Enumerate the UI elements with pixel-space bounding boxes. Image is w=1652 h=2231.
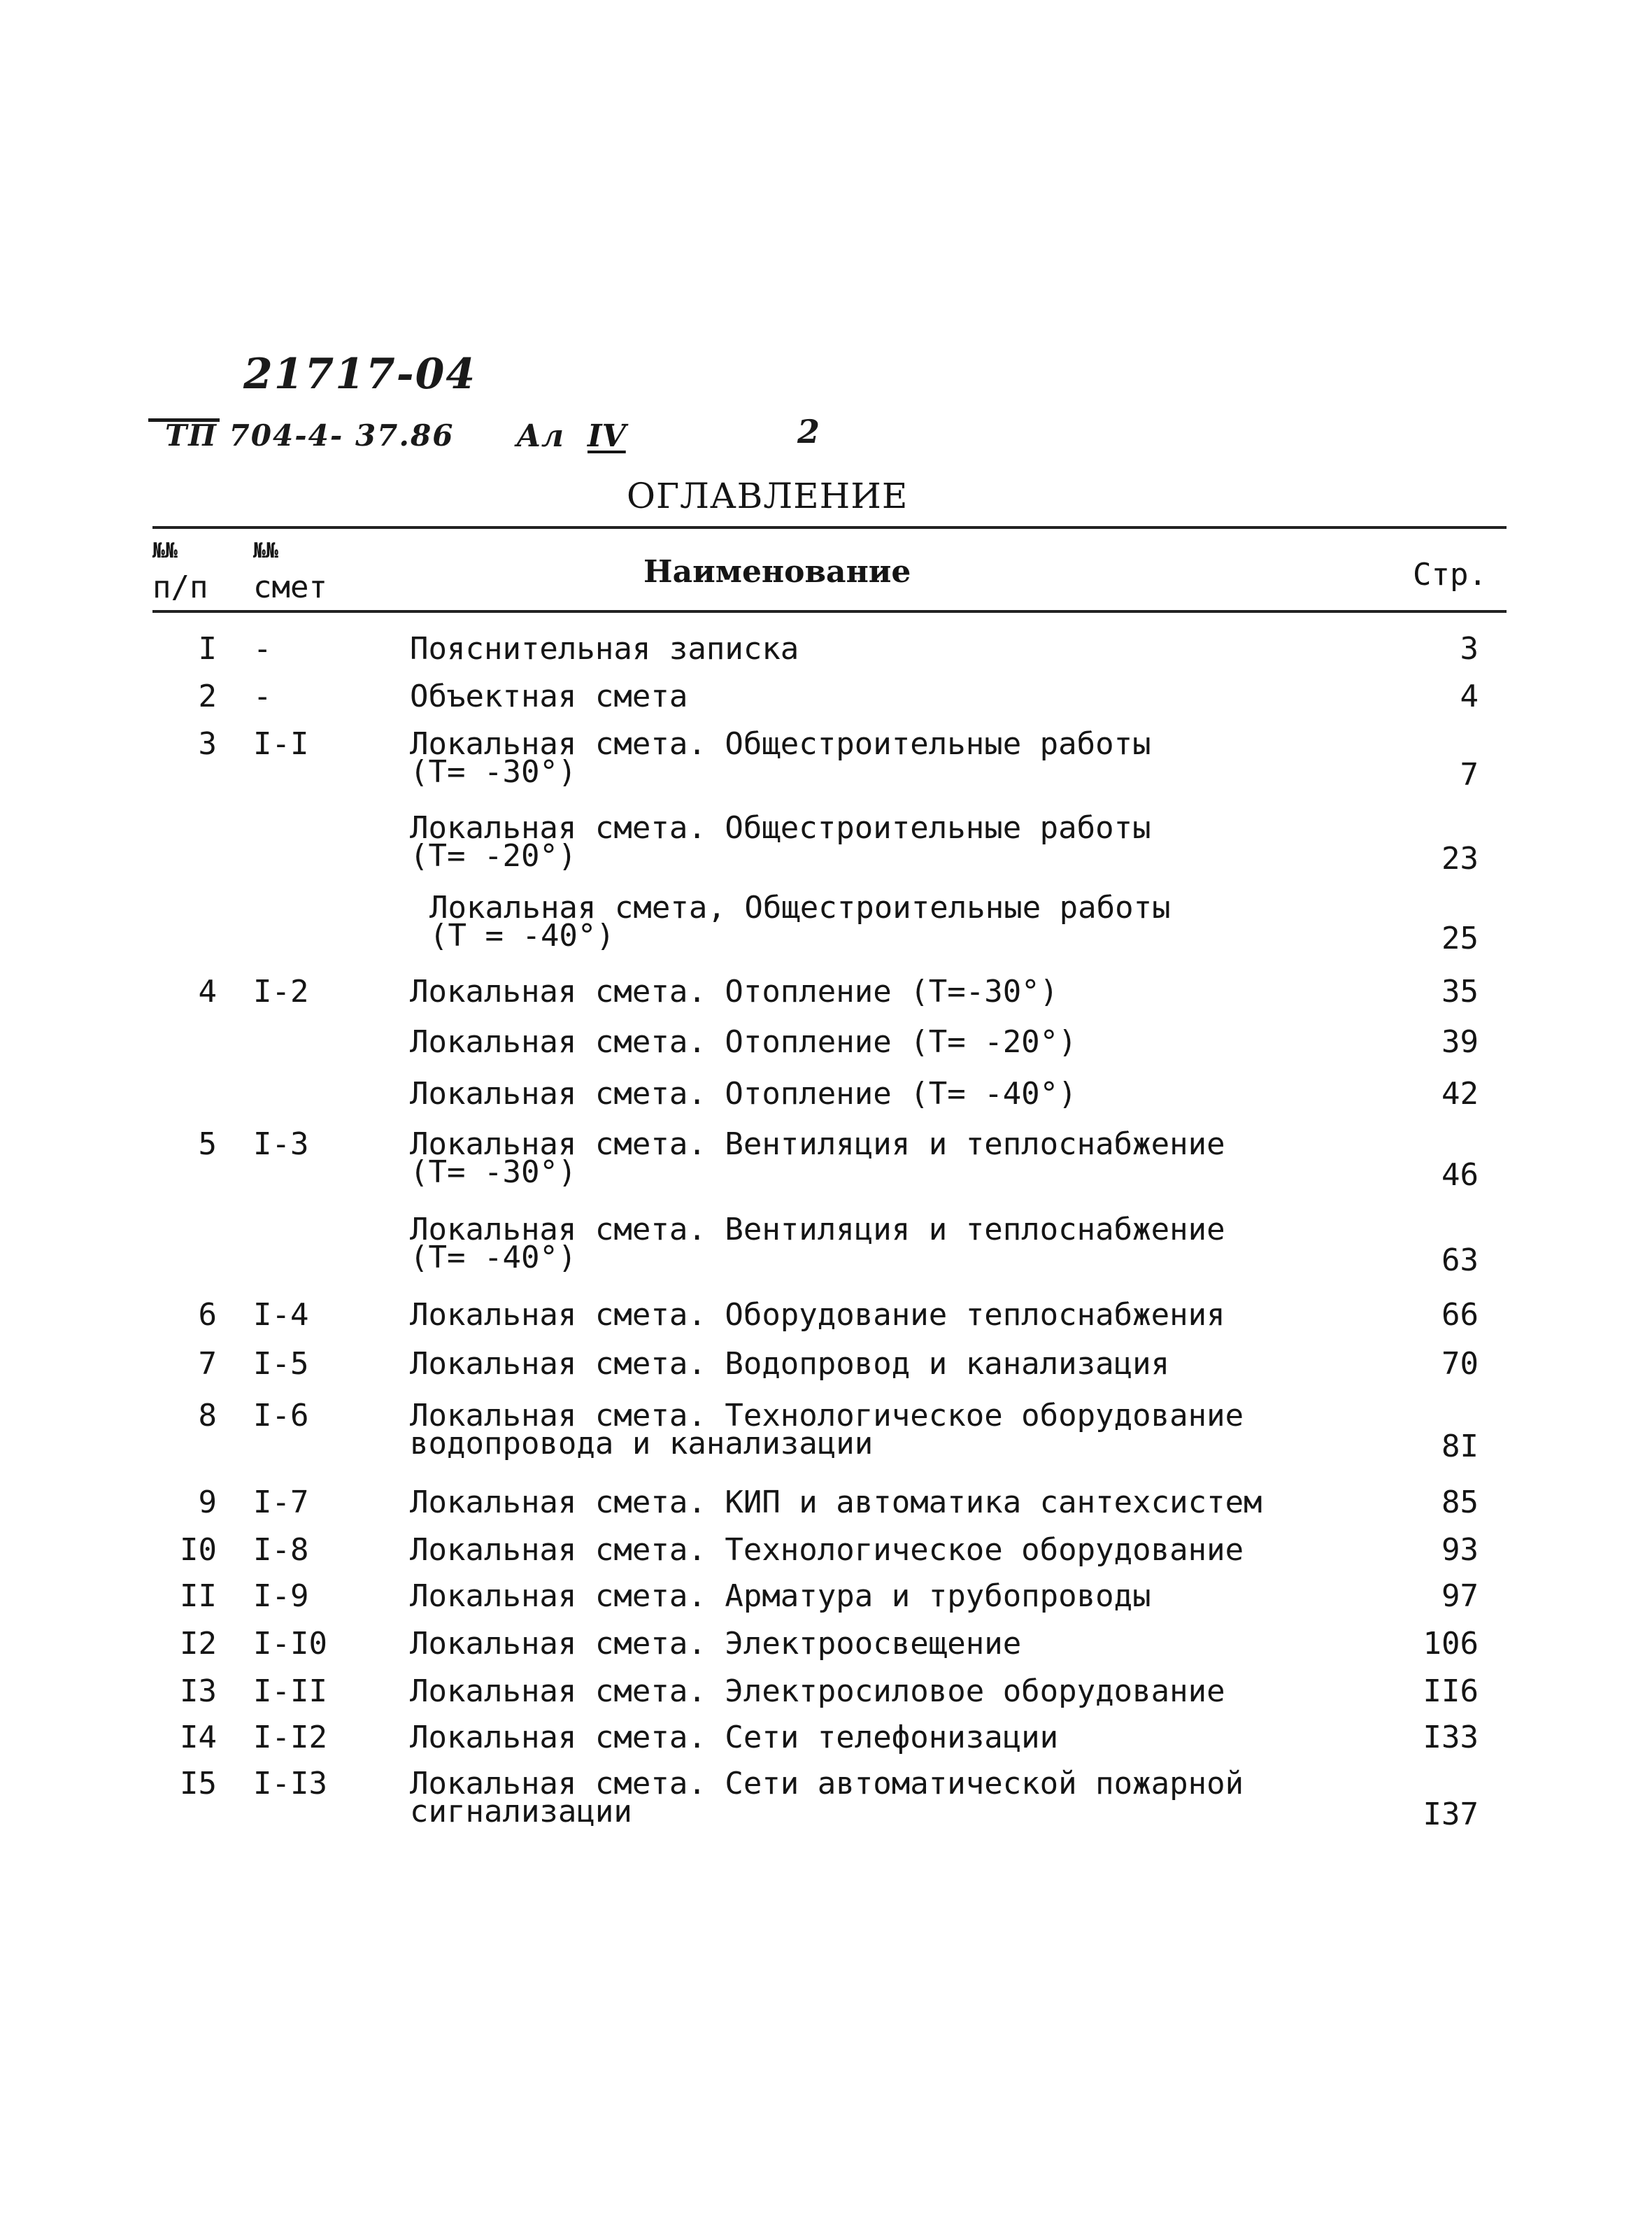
- row-number: 5: [198, 1126, 217, 1162]
- row-name: Локальная смета. Сети телефонизации: [410, 1720, 1059, 1755]
- page-number: 2: [797, 413, 820, 451]
- row-name: Локальная смета. Сети автоматической пожарной сигнализации: [410, 1766, 1244, 1829]
- row-number: 6: [198, 1297, 217, 1333]
- row-page: 42: [1441, 1076, 1479, 1112]
- row-estimate-number: I-I: [253, 726, 309, 762]
- row-estimate-number: I-5: [253, 1346, 309, 1382]
- row-name: Локальная смета. Отопление (Т= -40°): [410, 1076, 1077, 1112]
- row-number: 7: [198, 1346, 217, 1382]
- row-estimate-number: -: [253, 631, 272, 667]
- row-name: Локальная смета. Вентиляция и теплоснабжение (Т= -30°): [410, 1126, 1225, 1190]
- header-estimate-symbol: №№: [253, 539, 279, 563]
- row-estimate-number: I-8: [253, 1532, 309, 1568]
- row-number: I4: [180, 1720, 217, 1755]
- row-number: 4: [198, 974, 217, 1010]
- row-page: 63: [1441, 1242, 1479, 1278]
- row-name: Локальная смета. Общестроительные работы (Т= -30°): [410, 726, 1151, 790]
- header-num-symbol: №№: [152, 539, 178, 563]
- row-page: 93: [1441, 1532, 1479, 1568]
- header-page: Стр.: [1413, 557, 1487, 593]
- table-header-rule: [152, 610, 1507, 613]
- row-number: I2: [180, 1626, 217, 1662]
- row-estimate-number: I-4: [253, 1297, 309, 1333]
- row-page: 46: [1441, 1157, 1479, 1193]
- row-estimate-number: I-3: [253, 1126, 309, 1162]
- row-name: Локальная смета. Арматура и трубопроводы: [410, 1578, 1151, 1614]
- row-page: 70: [1441, 1346, 1479, 1382]
- row-name: Локальная смета. КИП и автоматика сантехсистем: [410, 1485, 1262, 1520]
- row-page: 66: [1441, 1297, 1479, 1333]
- header-estimate-label: смет: [253, 569, 327, 605]
- row-estimate-number: I-6: [253, 1398, 309, 1433]
- row-page: 25: [1441, 921, 1479, 956]
- row-number: II: [180, 1578, 217, 1614]
- row-name: Локальная смета. Технологическое оборудование: [410, 1532, 1244, 1568]
- archive-number: 21717-04: [243, 350, 477, 399]
- row-name: Локальная смета. Электроосвещение: [410, 1626, 1022, 1662]
- row-name: Пояснительная записка: [410, 631, 799, 667]
- row-number: I: [198, 631, 217, 667]
- header-name: Наименование: [643, 554, 911, 590]
- row-page: II6: [1423, 1673, 1479, 1709]
- row-number: I3: [180, 1673, 217, 1709]
- row-page: I33: [1423, 1720, 1479, 1755]
- header-num-label: п/п: [152, 569, 208, 605]
- row-name: Локальная смета. Общестроительные работы (Т= -20°): [410, 810, 1151, 874]
- row-name: Локальная смета. Электросиловое оборудование: [410, 1673, 1225, 1709]
- document-code: ТП 704-4- 37.86: [165, 418, 455, 453]
- row-number: 3: [198, 726, 217, 762]
- row-page: 8I: [1441, 1429, 1479, 1464]
- album-number: IV: [588, 418, 626, 454]
- row-number: I5: [180, 1766, 217, 1801]
- row-page: 4: [1460, 679, 1479, 714]
- row-page: 39: [1441, 1024, 1479, 1060]
- page-title: ОГЛАВЛЕНИЕ: [627, 476, 909, 516]
- row-page: 97: [1441, 1578, 1479, 1614]
- row-page: 35: [1441, 974, 1479, 1010]
- row-number: 2: [198, 679, 217, 714]
- album-mark: Ал: [516, 418, 564, 454]
- row-name: Локальная смета. Технологическое оборудование водопровода и канализации: [410, 1398, 1244, 1461]
- row-estimate-number: -: [253, 679, 272, 714]
- row-page: 106: [1423, 1626, 1479, 1662]
- row-name: Локальная смета. Оборудование теплоснабжения: [410, 1297, 1225, 1333]
- row-estimate-number: I-2: [253, 974, 309, 1010]
- row-page: 85: [1441, 1485, 1479, 1520]
- row-estimate-number: I-7: [253, 1485, 309, 1520]
- row-page: I37: [1423, 1797, 1479, 1832]
- row-estimate-number: I-I3: [253, 1766, 327, 1801]
- row-estimate-number: I-I0: [253, 1626, 327, 1662]
- row-number: 8: [198, 1398, 217, 1433]
- row-name: Локальная смета. Водопровод и канализация: [410, 1346, 1170, 1382]
- row-number: I0: [180, 1532, 217, 1568]
- row-name: Локальная смета. Отопление (Т= -20°): [410, 1024, 1077, 1060]
- row-name: Локальная смета. Вентиляция и теплоснабжение (Т= -40°): [410, 1212, 1225, 1275]
- row-estimate-number: I-II: [253, 1673, 327, 1709]
- row-page: 23: [1441, 841, 1479, 877]
- row-name: Локальная смета. Отопление (Т=-30°): [410, 974, 1059, 1010]
- row-number: 9: [198, 1485, 217, 1520]
- row-page: 3: [1460, 631, 1479, 667]
- table-top-rule: [152, 526, 1507, 529]
- row-name: Локальная смета, Общестроительные работы (Т = -40°): [429, 890, 1171, 954]
- row-estimate-number: I-9: [253, 1578, 309, 1614]
- row-name: Объектная смета: [410, 679, 688, 714]
- row-estimate-number: I-I2: [253, 1720, 327, 1755]
- row-page: 7: [1460, 757, 1479, 793]
